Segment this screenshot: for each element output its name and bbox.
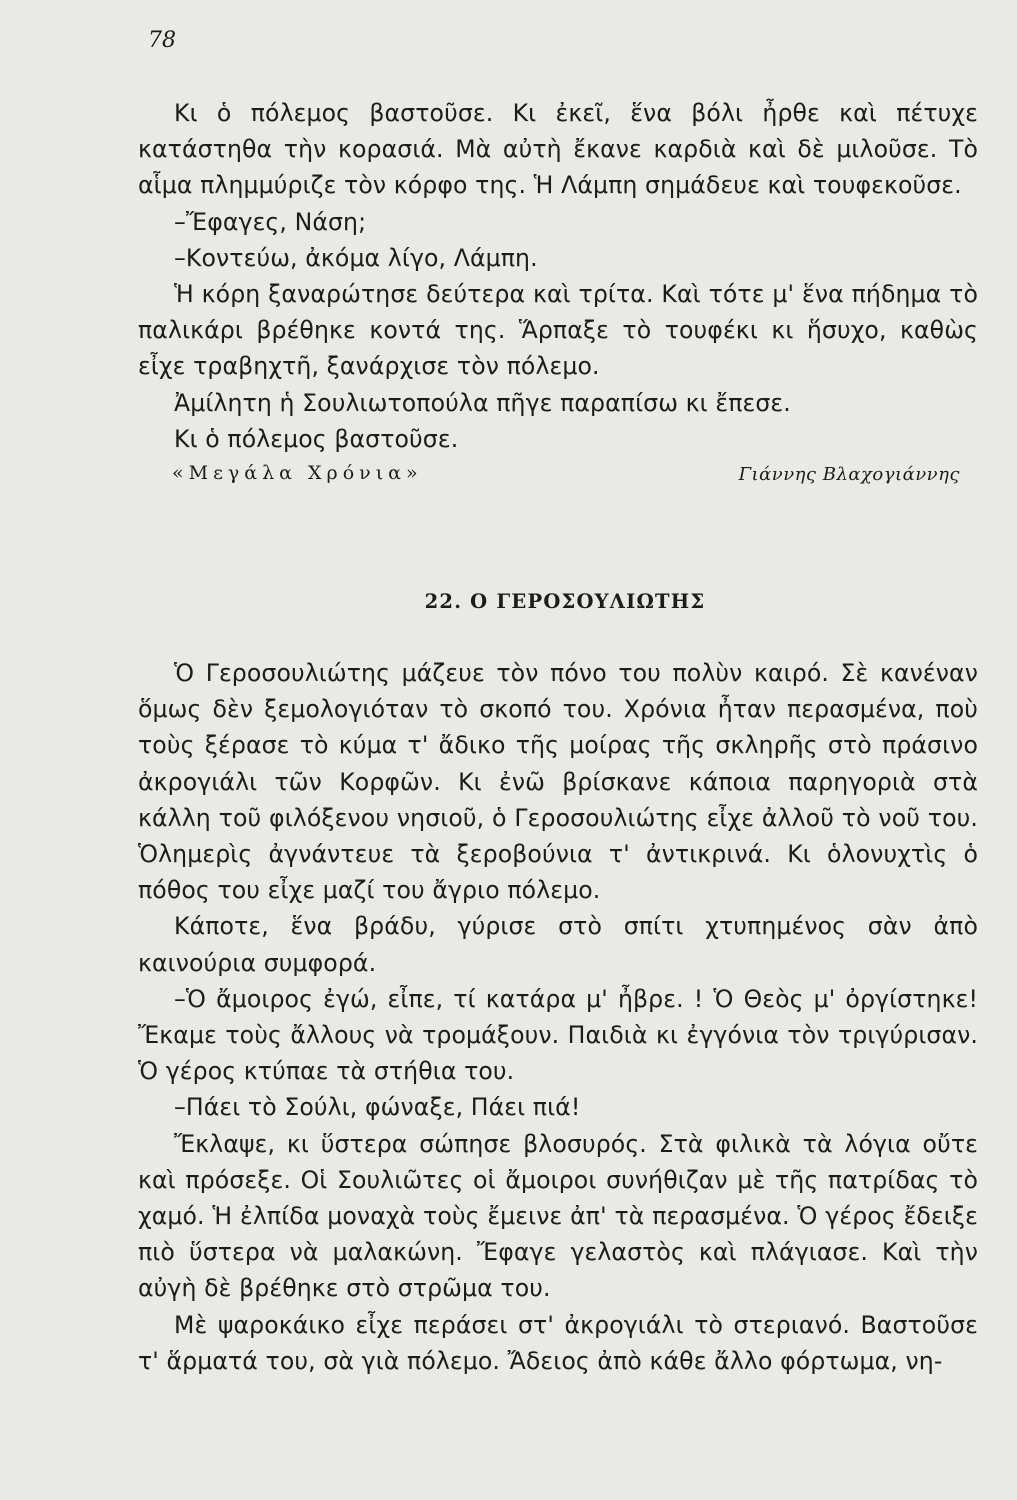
paragraph: Ὁ Γεροσουλιώτης μάζευε τὸν πόνο του πολὺν καιρό. Σὲ κανέναν ὅμως δὲν ξεμολογιόταν τὸ σκοπό του. Χρόνια ἦταν περασμένα, ποὺ τοὺς ξέρασε τὸ κύμα τ' ἄδικο τῆς μοίρας τῆς σκληρῆς στὸ πράσινο ἀκρογιάλι τῶν Κορφῶν. Κι ἐνῶ βρίσκανε κάποια παρηγοριὰ στὰ κάλλη τοῦ φιλόξενου νησιοῦ, ὁ Γεροσουλιώτης εἶχε ἀλλοῦ τὸ νοῦ του. Ὁλημερὶς ἀγνάντευε τὰ ξεροβούνια τ' ἀντικρινά. Κι ὁλονυχτὶς ὁ πόθος του εἶχε μαζί του ἄγριο πόλεμο. bbox=[138, 659, 978, 905]
paragraph: Μὲ ψαροκάικο εἶχε περάσει στ' ἀκρογιάλι τὸ στεριανό. Βαστοῦσε τ' ἅρματά του, σὰ γιὰ πόλεμο. Ἄδειος ἀπὸ κάθε ἄλλο φόρτωμα, νη- bbox=[138, 1310, 978, 1375]
paragraph: Ἔκλαψε, κι ὕστερα σώπησε βλοσυρός. Στὰ φιλικὰ τὰ λόγια οὔτε καὶ πρόσεξε. Οἱ Σουλιῶτες οἱ ἄμοιροι συνήθιζαν μὲ τῆς πατρίδας τὸ χαμό. Ἡ ἐλπίδα μοναχὰ τοὺς ἔμεινε ἀπ' τὰ περασμένα. Ὁ γέρος ἔδειξε πιὸ ὕστερα νὰ μαλακώνη. Ἔφαγε γελαστὸς καὶ πλάγιασε. Καὶ τὴν αὐγὴ δὲ βρέθηκε στὸ στρῶμα του. bbox=[138, 1129, 978, 1303]
chapter-body bbox=[138, 655, 978, 1379]
page-number: 78 bbox=[148, 28, 176, 53]
dialogue-line: –Πάει τὸ Σούλι, φώναξε, Πάει πιά! bbox=[174, 1093, 581, 1122]
paragraph: Κάποτε, ἕνα βράδυ, γύρισε στὸ σπίτι χτυπημένος σὰν ἀπὸ καινούρια συμφορά. bbox=[138, 912, 978, 977]
dialogue-line: –Ὁ ἄμοιρος ἐγώ, εἶπε, τί κατάρα μ' ἦβρε. ! Ὁ Θεὸς μ' ὀργίστηκε! Ἔκαμε τοὺς ἄλλους νὰ τρομάξουν. Παιδιὰ κι ἐγγόνια τὸν τριγύρισαν. Ὁ γέρος κτύπαε τὰ στήθια του. bbox=[138, 984, 978, 1086]
paragraph: Ἀμίλητη ἡ Σουλιωτοπούλα πῆγε παραπίσω κι ἔπεσε. bbox=[174, 388, 791, 417]
source-citation bbox=[172, 462, 972, 494]
paragraph: Κι ὁ πόλεμος βαστοῦσε. Κι ἐκεῖ, ἕνα βόλι ἦρθε καὶ πέτυχε κατάστηθα τὴν κορασιά. Μὰ αὐτὴ ἔκανε καρδιὰ καὶ δὲ μιλοῦσε. Τὸ αἷμα πλημμύριζε τὸν κόρφο της. Ἡ Λάμπη σημάδευε καὶ τουφεκοῦσε. bbox=[138, 99, 978, 200]
dialogue-line: –Ἔφαγες, Νάση; bbox=[174, 207, 367, 236]
dialogue-line: –Κοντεύω, ἀκόμα λίγο, Λάμπη. bbox=[174, 243, 538, 272]
story-section bbox=[138, 95, 978, 457]
source-author: Γιάννης Βλαχογιάννης bbox=[738, 464, 960, 485]
chapter-title: 22. Ο ΓΕΡΟΣΟΥΛΙΩΤΗΣ bbox=[424, 590, 706, 613]
paragraph: Κι ὁ πόλεμος βαστοῦσε. bbox=[174, 424, 459, 453]
paragraph: Ἡ κόρη ξαναρώτησε δεύτερα καὶ τρίτα. Καὶ τότε μ' ἕνα πήδημα τὸ παλικάρι βρέθηκε κοντά της. Ἅρπαξε τὸ τουφέκι κι ἥσυχο, καθὼς εἶχε τραβηχτῆ, ξανάρχισε τὸν πόλεμο. bbox=[138, 280, 978, 381]
source-title: «Μεγάλα Χρόνια» bbox=[172, 462, 423, 484]
